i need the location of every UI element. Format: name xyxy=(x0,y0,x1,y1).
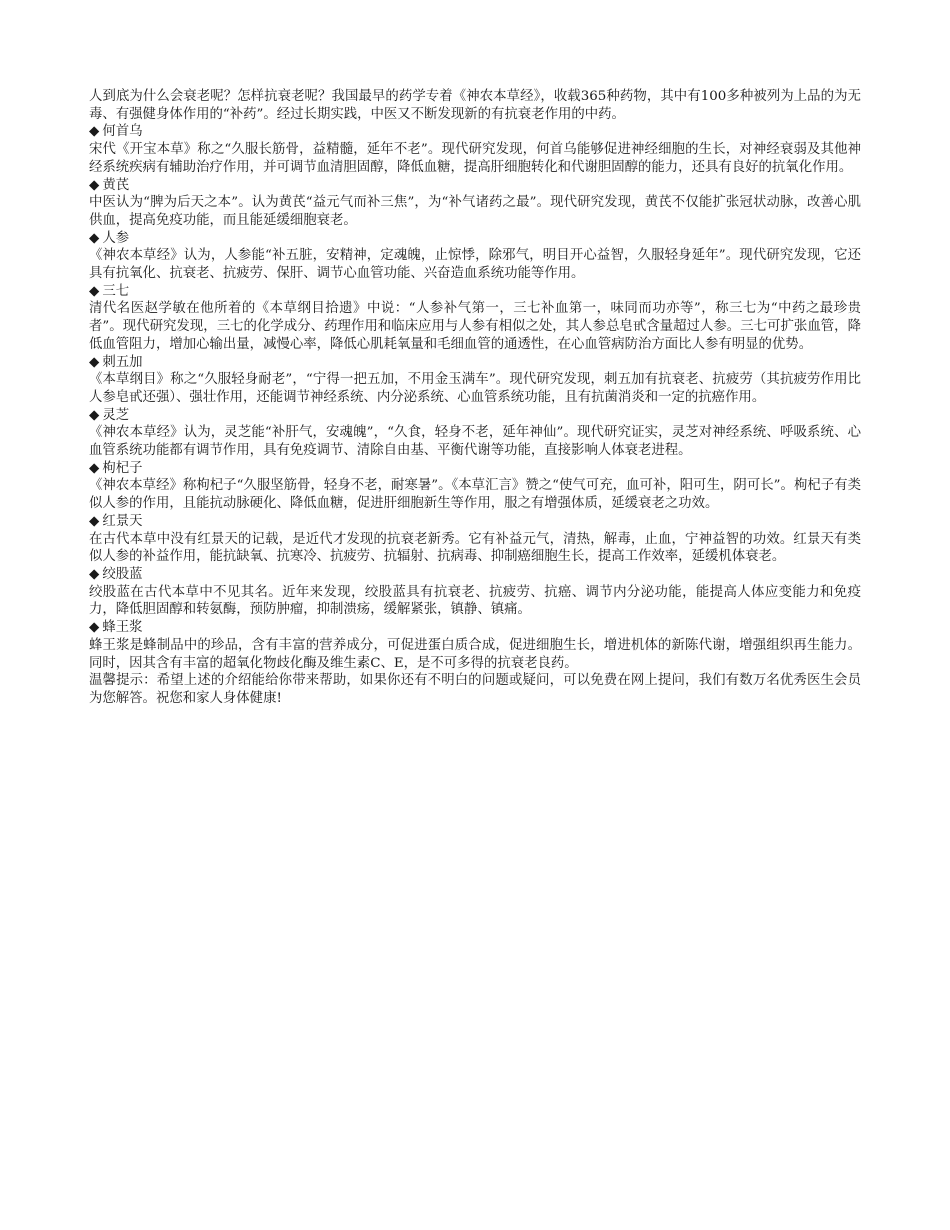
section-heading xyxy=(89,513,861,531)
herb-name: 刺五加 xyxy=(102,354,143,370)
section-heading xyxy=(89,460,861,478)
herb-description: 绞股蓝在古代本草中不见其名。近年来发现，绞股蓝具有抗衰老、抗疲劳、抗癌、调节内分泌功能，能提高人体应变能力和免疫力，降低胆固醇和转氨酶，预防肿瘤，抑制溃疡，缓解紧张，镇静、镇痛。 xyxy=(89,584,861,618)
herb-name: 灵芝 xyxy=(102,407,130,423)
herb-description: 《神农本草经》认为，人参能“补五脏，安精神，定魂魄，止惊悸，除邪气，明目开心益智，久服轻身延年”。现代研究发现，它还具有抗氧化、抗衰老、抗疲劳、保肝、调节心血管功能、兴奋造血系统功能等作用。 xyxy=(89,248,861,282)
herb-name: 蜂王浆 xyxy=(102,620,143,636)
diamond-bullet-icon: ◆ xyxy=(89,407,100,423)
section-heading xyxy=(89,177,861,195)
section-heading xyxy=(89,230,861,248)
herb-name: 何首乌 xyxy=(102,124,143,140)
section-heading xyxy=(89,123,861,141)
herb-section-hongjingtian xyxy=(89,513,861,566)
diamond-bullet-icon: ◆ xyxy=(89,283,100,299)
herb-description: 中医认为“脾为后天之本”。认为黄芪“益元气而补三焦”，为“补气诸药之最”。现代研究发现，黄芪不仅能扩张冠状动脉，改善心肌供血，提高免疫功能，而且能延缓细胞衰老。 xyxy=(89,195,861,228)
herb-description: 在古代本草中没有红景天的记载，是近代才发现的抗衰老新秀。它有补益元气，清热，解毒，止血，宁神益智的功效。红景天有类似人参的补益作用，能抗缺氧、抗寒冷、抗疲劳、抗辐射、抗病毒、抑制癌细胞生长，提高工作效率，延缓机体衰老。 xyxy=(89,531,861,565)
diamond-bullet-icon: ◆ xyxy=(89,230,100,246)
herb-section-heshouwu xyxy=(89,123,861,176)
section-heading xyxy=(89,354,861,372)
diamond-bullet-icon: ◆ xyxy=(89,460,100,476)
herb-description: 《神农本草经》认为，灵芝能“补肝气，安魂魄”，“久食，轻身不老，延年神仙”。现代研究证实，灵芝对神经系统、呼吸系统、心血管系统功能都有调节作用，具有免疫调节、清除自由基、平衡代谢等功能，直接影响人体衰老进程。 xyxy=(89,425,861,459)
diamond-bullet-icon: ◆ xyxy=(89,177,100,193)
herb-section-lingzhi xyxy=(89,407,861,460)
herb-name: 绞股蓝 xyxy=(102,566,143,582)
diamond-bullet-icon: ◆ xyxy=(89,124,100,140)
diamond-bullet-icon: ◆ xyxy=(89,513,100,529)
footer-tip: 温馨提示：希望上述的介绍能给你带来帮助，如果你还有不明白的问题或疑问，可以免费在网上提问，我们有数万名优秀医生会员为您解答。祝您和家人身体健康! xyxy=(89,673,861,706)
herb-section-ciwujia xyxy=(89,354,861,407)
section-heading xyxy=(89,407,861,425)
intro-paragraph: 人到底为什么会衰老呢？怎样抗衰老呢？我国最早的药学专着《神农本草经》，收载365种药物，其中有100多种被列为上品的为无毒、有强健身体作用的“补药”。经过长期实践，中医又不断发现新的有抗衰老作用的中药。 xyxy=(89,89,861,122)
herb-section-sanqi xyxy=(89,283,861,354)
herb-name: 黄芪 xyxy=(102,177,130,193)
herb-description: 《神农本草经》称枸杞子“久服坚筋骨，轻身不老，耐寒暑”。《本草汇言》赞之“使气可充，血可补，阳可生，阴可长”。枸杞子有类似人参的作用，且能抗动脉硬化、降低血糖，促进肝细胞新生等作用，服之有增强体质，延缓衰老之功效。 xyxy=(89,478,861,512)
herb-description: 蜂王浆是蜂制品中的珍品，含有丰富的营养成分，可促进蛋白质合成，促进细胞生长，增进机体的新陈代谢，增强组织再生能力。同时，因其含有丰富的超氧化物歧化酶及维生素C、E，是不可多得的抗衰老良药。 xyxy=(89,637,861,671)
herb-description: 清代名医赵学敏在他所着的《本草纲目拾遗》中说：“人参补气第一，三七补血第一，味同而功亦等”，称三七为“中药之最珍贵者”。现代研究发现，三七的化学成分、药理作用和临床应用与人参有相似之处，其人参总皂甙含量超过人参。三七可扩张血管，降低血管阻力，增加心输出量，减慢心率，降低心肌耗氧量和毛细血管的通透性，在心血管病防治方面比人参有明显的优势。 xyxy=(89,301,861,352)
herb-name: 三七 xyxy=(102,283,130,299)
diamond-bullet-icon: ◆ xyxy=(89,566,100,582)
section-heading xyxy=(89,283,861,301)
diamond-bullet-icon: ◆ xyxy=(89,620,100,636)
herb-section-renshen xyxy=(89,230,861,283)
section-heading xyxy=(89,566,861,584)
herb-name: 红景天 xyxy=(102,513,143,529)
diamond-bullet-icon: ◆ xyxy=(89,354,100,370)
article xyxy=(89,88,861,708)
herb-section-huangqi xyxy=(89,177,861,230)
herb-section-fengwangjiang xyxy=(89,619,861,672)
herb-name: 人参 xyxy=(102,230,130,246)
section-heading xyxy=(89,619,861,637)
herb-section-gouqizi xyxy=(89,460,861,513)
herb-name: 枸杞子 xyxy=(102,460,143,476)
herb-description: 《本草纲目》称之“久服轻身耐老”，“宁得一把五加，不用金玉满车”。现代研究发现，刺五加有抗衰老、抗疲劳（其抗疲劳作用比人参皂甙还强）、强壮作用，还能调节神经系统、内分泌系统、心血管系统功能，且有抗菌消炎和一定的抗癌作用。 xyxy=(89,372,861,405)
herb-description: 宋代《开宝本草》称之“久服长筋骨，益精髓，延年不老”。现代研究发现，何首乌能够促进神经细胞的生长，对神经衰弱及其他神经系统疾病有辅助治疗作用，并可调节血清胆固醇，降低血糖，提高肝细胞转化和代谢胆固醇的能力，还具有良好的抗氧化作用。 xyxy=(89,142,861,175)
herb-section-jiaogulan xyxy=(89,566,861,619)
